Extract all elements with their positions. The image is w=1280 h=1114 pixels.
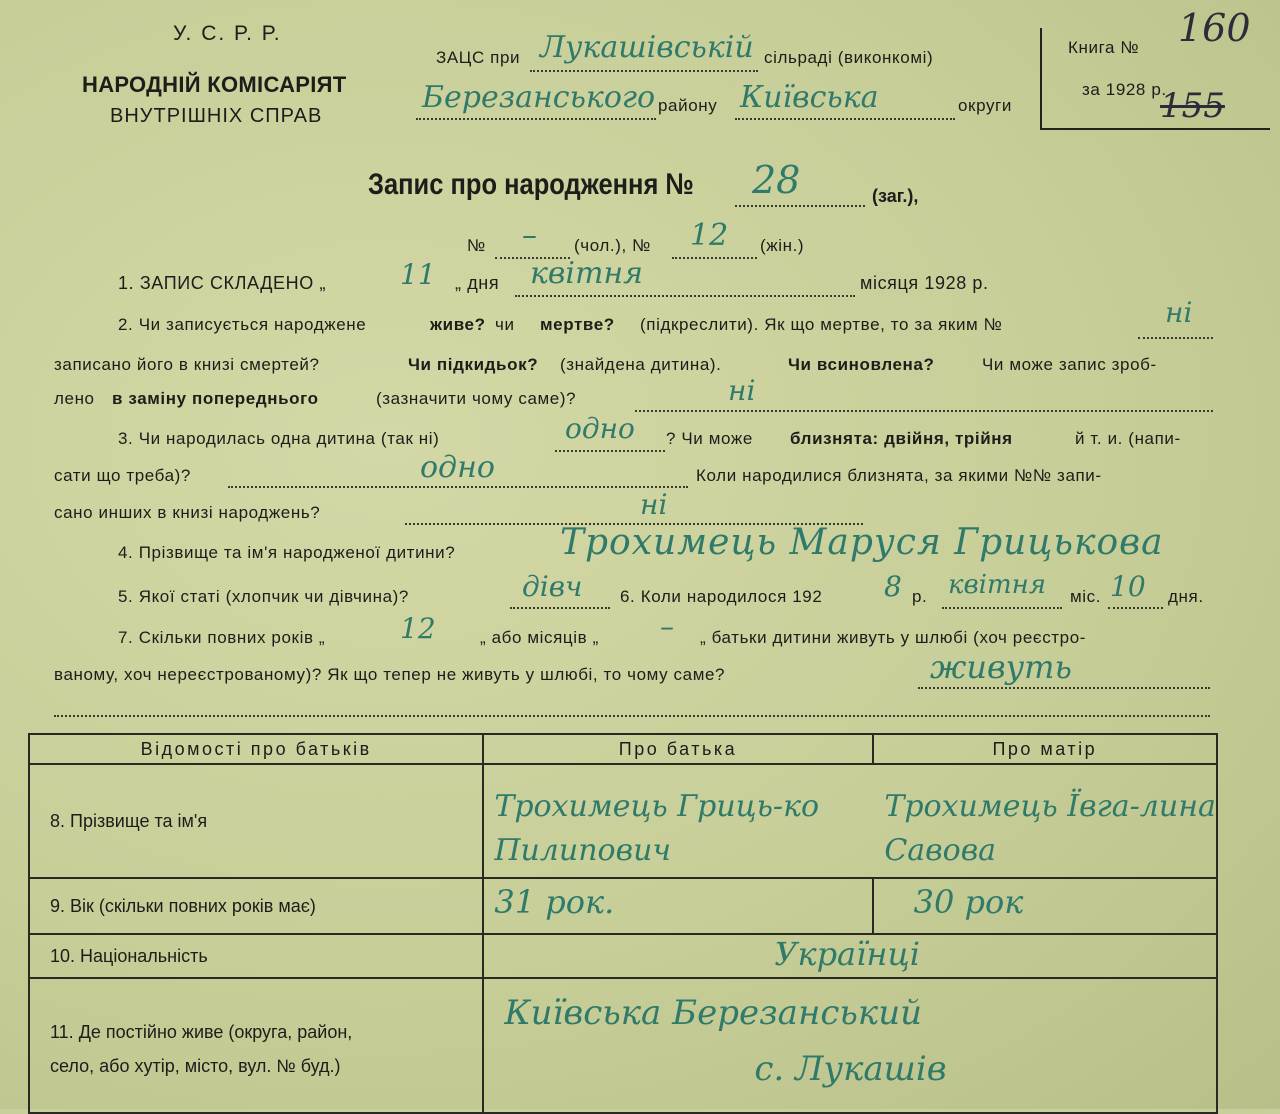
q3-line2-a: сати що треба)? [54, 466, 191, 485]
okruga-label: округи [958, 96, 1012, 115]
q1-suffix: місяця 1928 р. [860, 273, 989, 293]
q3-line1-a: 3. Чи народилась одна дитина (так ні) [118, 429, 440, 448]
book-label: Книга № [1068, 38, 1140, 57]
district-handwritten: Березанського [422, 80, 656, 115]
record-title-suffix: (заг.), [872, 186, 919, 206]
header-mother: Про матір [873, 734, 1217, 764]
q3-twins-numbers-handwritten: ні [640, 488, 668, 521]
q3-twins: близнята: двійня, трійня [790, 429, 1013, 448]
record-number-handwritten: 28 [752, 158, 801, 202]
okruga-handwritten: Київська [740, 80, 879, 115]
book-number-handwritten: 160 [1178, 6, 1251, 50]
q2-foundling: Чи підкидьок? [408, 355, 539, 374]
q2-death-number-handwritten: ні [1165, 296, 1193, 329]
table-row-residence [29, 978, 1217, 1113]
zags-prefix: ЗАЦС при [436, 48, 521, 67]
zags-suffix: сільраді (виконкомі) [764, 48, 934, 67]
q7-line1-c: „ батьки дитини живуть у шлюбі (хоч реєстро- [700, 628, 1087, 647]
row-residence-values [483, 978, 1217, 1113]
residence-village-handwritten: с. Лукашів [754, 1049, 947, 1089]
q2-line3-a: лено [54, 389, 95, 408]
marriage-months-handwritten: – [660, 610, 674, 643]
q2-line2-c: (знайдена дитина). [560, 355, 722, 374]
q2-line3-c: (зазначити чому саме)? [376, 389, 577, 408]
book-struck-number-handwritten: 155 [1160, 86, 1225, 126]
q2-line2-e: Чи може запис зроб- [982, 355, 1157, 374]
row-name-values [483, 764, 1217, 878]
q1-day-handwritten: 11 [400, 258, 436, 291]
row-nationality-values [483, 934, 1217, 978]
q2-replacement-handwritten: ні [728, 374, 756, 407]
q3-line1-b: ? Чи може [666, 429, 753, 448]
zags-village-handwritten: Лукашівській [540, 30, 754, 65]
child-name-handwritten: Трохимець Маруся Грицькова [560, 522, 1164, 563]
residence-label-line1: 11. Де постійно живе (округа, район, [50, 1021, 353, 1042]
row-age-label: 9. Вік (скільки повних років має) [29, 878, 483, 934]
q2-alive: живе? [430, 315, 486, 334]
marriage-status-handwritten: живуть [930, 648, 1072, 686]
q3-line1-d: й т. и. (напи- [1075, 429, 1181, 448]
female-number-handwritten: 12 [690, 218, 729, 253]
q1-month-handwritten: квітня [530, 256, 644, 291]
q2-adopted: Чи всиновлена? [788, 355, 935, 374]
row-age-mother [873, 878, 1217, 934]
book-year: за 1928 р. [1082, 80, 1167, 99]
male-number-label: (чол.), № [574, 236, 651, 255]
male-number-handwritten: – [522, 218, 537, 253]
marriage-years-handwritten: 12 [400, 612, 436, 645]
q7-line1-a: 7. Скільки повних років „ [118, 628, 326, 647]
mother-age-handwritten: 30 рок [913, 883, 1024, 921]
q7-line1-b: „ або місяців „ [480, 628, 599, 647]
ussr-heading: У. С. Р. Р. [173, 22, 282, 45]
district-label: району [658, 96, 718, 115]
mother-name-handwritten: Трохимець Ївга-лина Савова [884, 789, 1216, 868]
q3-line2-b: Коли народилися близнята, за якими №№ запи- [696, 466, 1102, 485]
q2-line2-a: записано його в книзі смертей? [54, 355, 320, 374]
q2-line1-e: (підкреслити). Як що мертве, то за яким № [640, 315, 1003, 334]
q6-month-suffix: міс. [1070, 587, 1102, 606]
parents-table-header [29, 734, 1217, 764]
header-father: Про батька [483, 734, 872, 764]
birth-year-handwritten: 8 [884, 570, 902, 603]
q7-line2: ваному, хоч нереєстрованому)? Як що тепер не живуть у шлюбі, то чому саме? [54, 665, 726, 684]
nationality-handwritten: Українці [774, 935, 920, 973]
child-sex-handwritten: дівч [522, 570, 583, 603]
parents-table [28, 733, 1218, 1114]
q6-label: 6. Коли народилося 192 [620, 587, 823, 606]
q3-single-handwritten: одно [565, 412, 635, 445]
row-residence-label [29, 978, 483, 1113]
subnumber-prefix: № [467, 236, 486, 255]
father-name-handwritten: Трохимець Гриць-ко Пилипович [494, 789, 820, 868]
record-title: Запис про народження № [368, 168, 694, 201]
commissariat-heading: НАРОДНІЙ КОМІСАРІЯТ [82, 72, 347, 97]
q3-line3-a: сано инших в книзі народжень? [54, 503, 321, 522]
q6-day-suffix: дня. [1168, 587, 1204, 606]
table-row-nationality [29, 934, 1217, 978]
q3-count-handwritten: одно [420, 450, 495, 485]
female-number-label: (жін.) [760, 236, 805, 255]
birth-month-handwritten: квітня [948, 570, 1046, 600]
q6-year-suffix: р. [912, 587, 928, 606]
q4-label: 4. Прізвище та ім'я народженої дитини? [118, 543, 456, 562]
table-row-name [29, 764, 1217, 878]
q1-day-label: „ дня [455, 273, 500, 293]
residence-label-line2: село, або хутір, місто, вул. № буд.) [50, 1055, 341, 1076]
table-row-age [29, 878, 1217, 934]
row-nationality-label: 10. Національність [29, 934, 483, 978]
header-parents-info: Відомості про батьків [29, 734, 483, 764]
q2-line1-a: 2. Чи записується народжене [118, 315, 367, 334]
row-name-label: 8. Прізвище та ім'я [29, 764, 483, 878]
internal-affairs-heading: ВНУТРІШНІХ СПРАВ [110, 105, 323, 127]
residence-okruga-handwritten: Київська Березанський [504, 993, 922, 1033]
q2-or: чи [495, 315, 515, 334]
q2-dead: мертве? [540, 315, 615, 334]
birth-day-handwritten: 10 [1110, 570, 1146, 603]
q1-prefix: 1. ЗАПИС СКЛАДЕНО „ [118, 273, 327, 293]
q2-replacement: в заміну попереднього [112, 389, 319, 408]
father-age-handwritten: 31 рок. [494, 883, 615, 921]
row-age-father [483, 878, 872, 934]
q5-label: 5. Якої статі (хлопчик чи дівчина)? [118, 587, 409, 606]
